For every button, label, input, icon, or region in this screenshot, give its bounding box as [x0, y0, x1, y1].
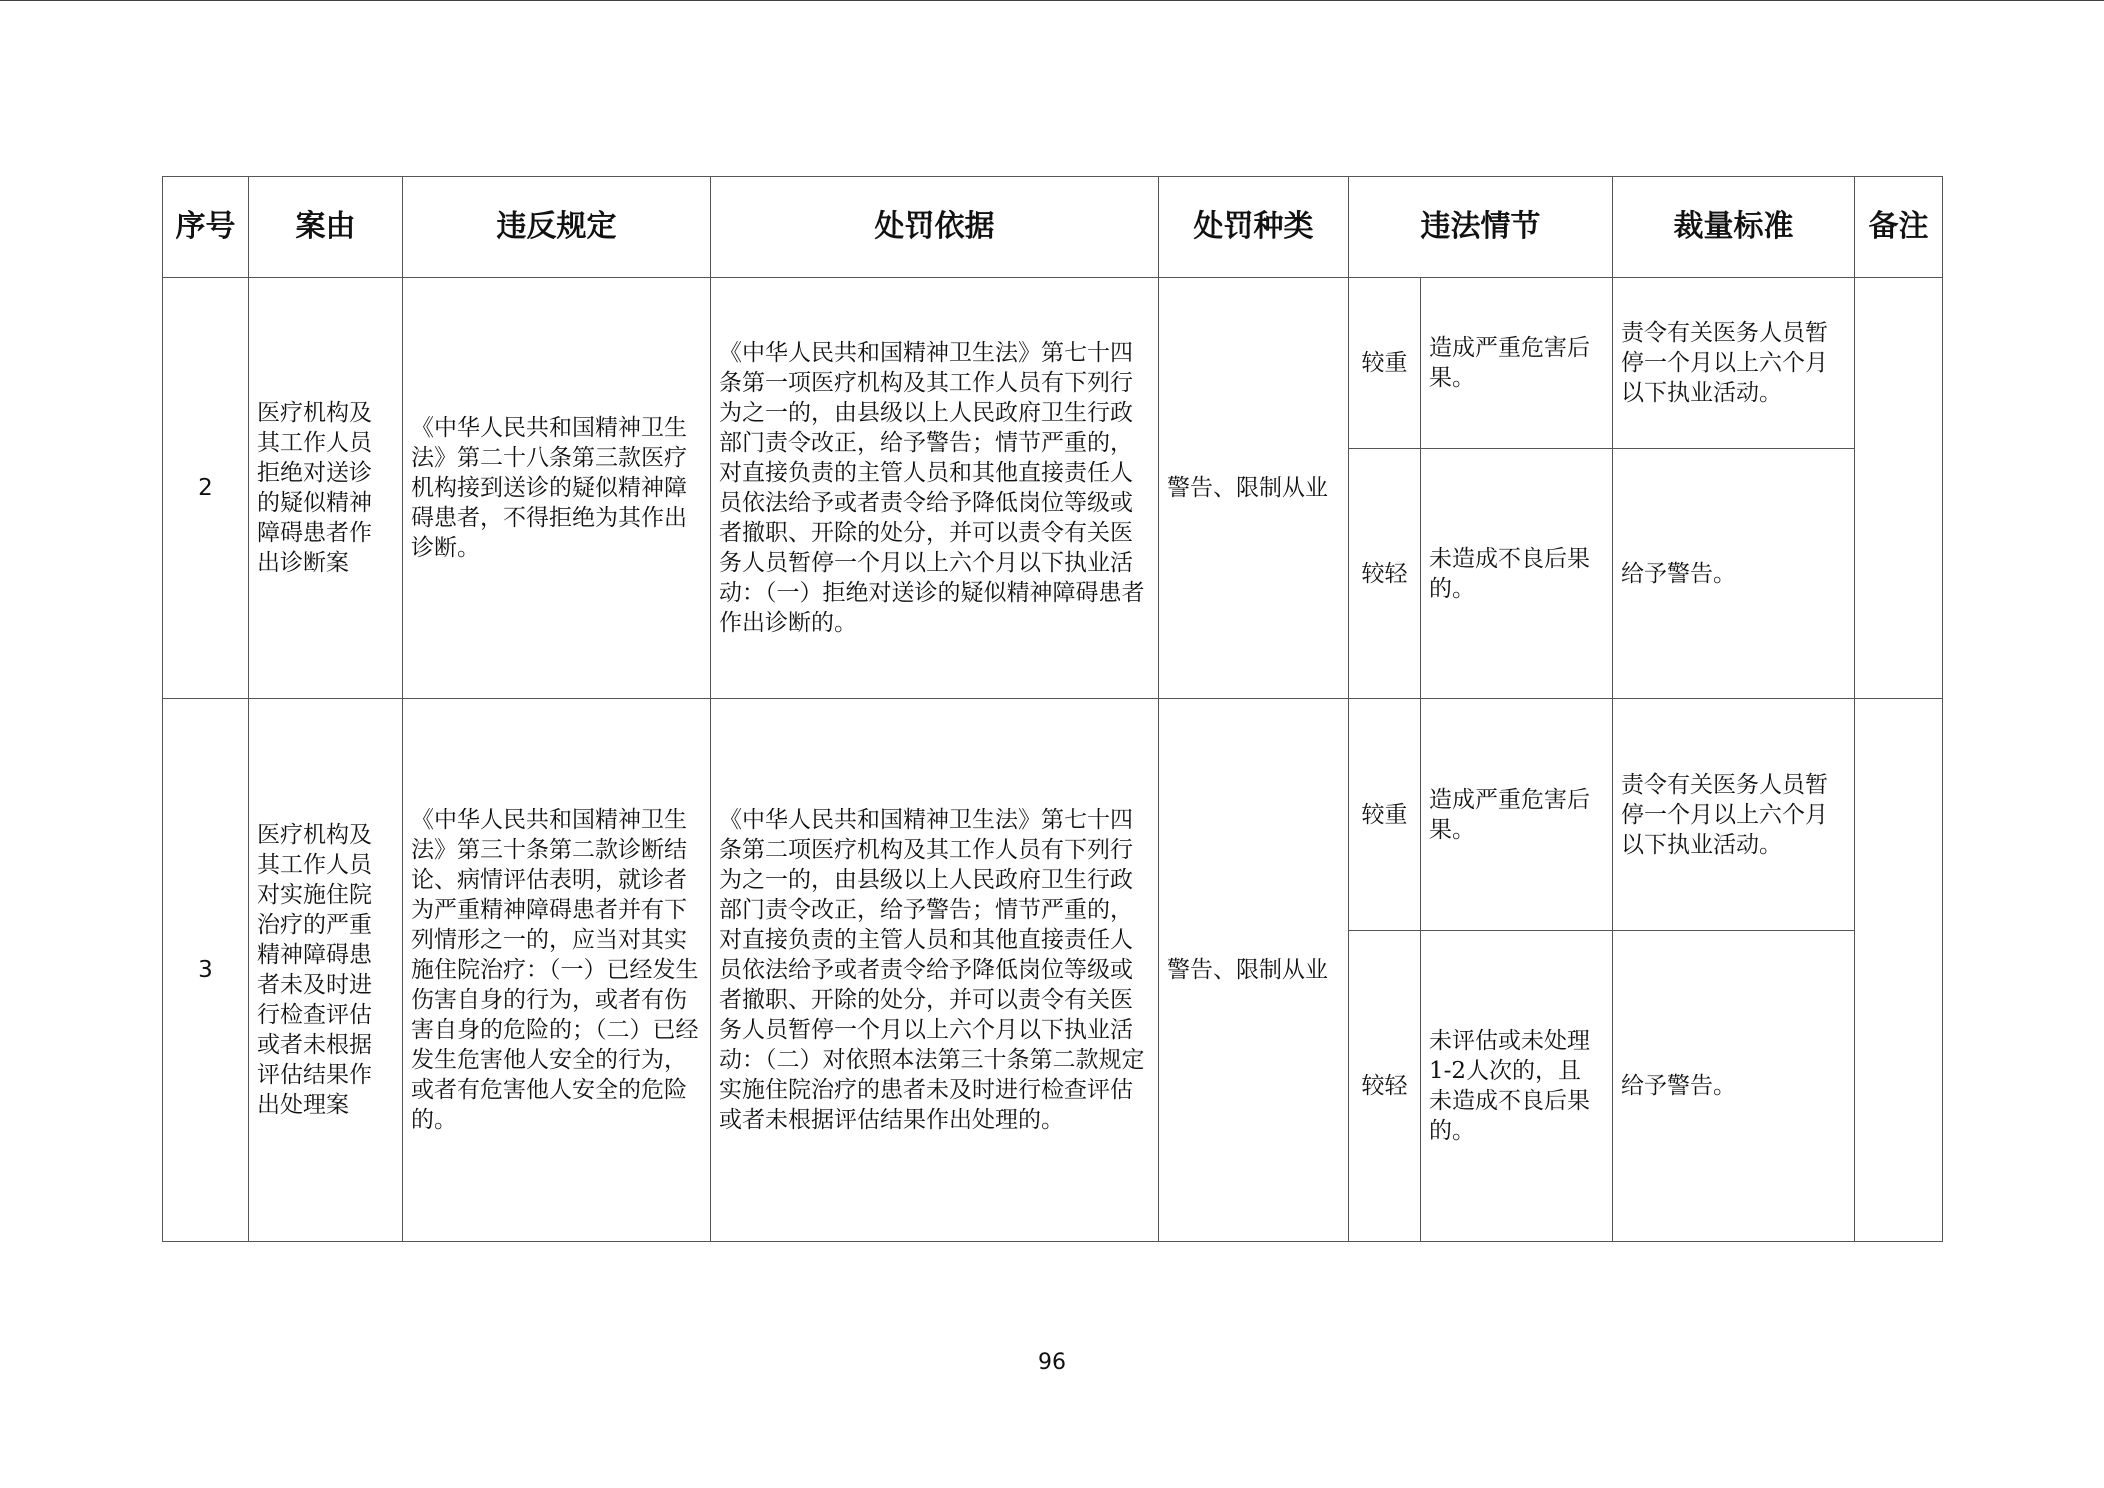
row-basis: 《中华人民共和国精神卫生法》第七十四条第一项医疗机构及其工作人员有下列行为之一的，由县级以上人民政府卫生行政部门责令改正，给予警告；情节严重的，对直接负责的主管人员和其他直接责任人员依法给予或者责令给予降低岗位等级或者撤职、开除的处分，并可以责令有关医务人员暂停一个月以上六个月以下执业活动：（一）拒绝对送诊的疑似精神障碍患者作出诊断的。: [711, 278, 1159, 699]
row-level-standard: 给予警告。: [1613, 449, 1855, 699]
row-level: 较轻: [1349, 931, 1421, 1242]
row-remark: [1855, 278, 1943, 699]
row-case: 医疗机构及其工作人员拒绝对送诊的疑似精神障碍患者作出诊断案: [249, 278, 403, 699]
header-remark: 备注: [1855, 177, 1943, 278]
table-header-row: [163, 177, 1943, 278]
header-circumstance: 违法情节: [1349, 177, 1613, 278]
row-level-desc: 未评估或未处理1-2人次的，且未造成不良后果的。: [1421, 931, 1613, 1242]
row-basis: 《中华人民共和国精神卫生法》第七十四条第二项医疗机构及其工作人员有下列行为之一的，由县级以上人民政府卫生行政部门责令改正，给予警告；情节严重的，对直接负责的主管人员和其他直接责任人员依法给予或者责令给予降低岗位等级或者撤职、开除的处分，并可以责令有关医务人员暂停一个月以上六个月以下执业活动：（二）对依照本法第三十条第二款规定实施住院治疗的患者未及时进行检查评估或者未根据评估结果作出处理的。: [711, 699, 1159, 1242]
row-penalty-type: 警告、限制从业: [1159, 699, 1349, 1242]
header-rule: 违反规定: [403, 177, 711, 278]
header-standard: 裁量标准: [1613, 177, 1855, 278]
row-level-standard: 责令有关医务人员暂停一个月以上六个月以下执业活动。: [1613, 278, 1855, 449]
header-case: 案由: [249, 177, 403, 278]
row-level-standard: 责令有关医务人员暂停一个月以上六个月以下执业活动。: [1613, 699, 1855, 931]
row-seq: 3: [163, 699, 249, 1242]
row-seq: 2: [163, 278, 249, 699]
row-case: 医疗机构及其工作人员对实施住院治疗的严重精神障碍患者未及时进行检查评估或者未根据评估结果作出处理案: [249, 699, 403, 1242]
header-seq: 序号: [163, 177, 249, 278]
row-level: 较轻: [1349, 449, 1421, 699]
penalty-table: [162, 176, 1943, 1242]
row-penalty-type: 警告、限制从业: [1159, 278, 1349, 699]
row-level: 较重: [1349, 278, 1421, 449]
row-rule: 《中华人民共和国精神卫生法》第二十八条第三款医疗机构接到送诊的疑似精神障碍患者，不得拒绝为其作出诊断。: [403, 278, 711, 699]
row-level-desc: 造成严重危害后果。: [1421, 278, 1613, 449]
page-top-border: [0, 0, 2104, 1]
row-level-standard: 给予警告。: [1613, 931, 1855, 1242]
row-level: 较重: [1349, 699, 1421, 931]
table-row: [163, 699, 1943, 931]
header-basis: 处罚依据: [711, 177, 1159, 278]
table-row: [163, 278, 1943, 449]
row-rule: 《中华人民共和国精神卫生法》第三十条第二款诊断结论、病情评估表明，就诊者为严重精神障碍患者并有下列情形之一的，应当对其实施住院治疗：（一）已经发生伤害自身的行为，或者有伤害自身的危险的；（二）已经发生危害他人安全的行为，或者有危害他人安全的危险的。: [403, 699, 711, 1242]
row-level-desc: 造成严重危害后果。: [1421, 699, 1613, 931]
page-number: 96: [1038, 1350, 1066, 1375]
header-type: 处罚种类: [1159, 177, 1349, 278]
row-remark: [1855, 699, 1943, 1242]
row-level-desc: 未造成不良后果的。: [1421, 449, 1613, 699]
